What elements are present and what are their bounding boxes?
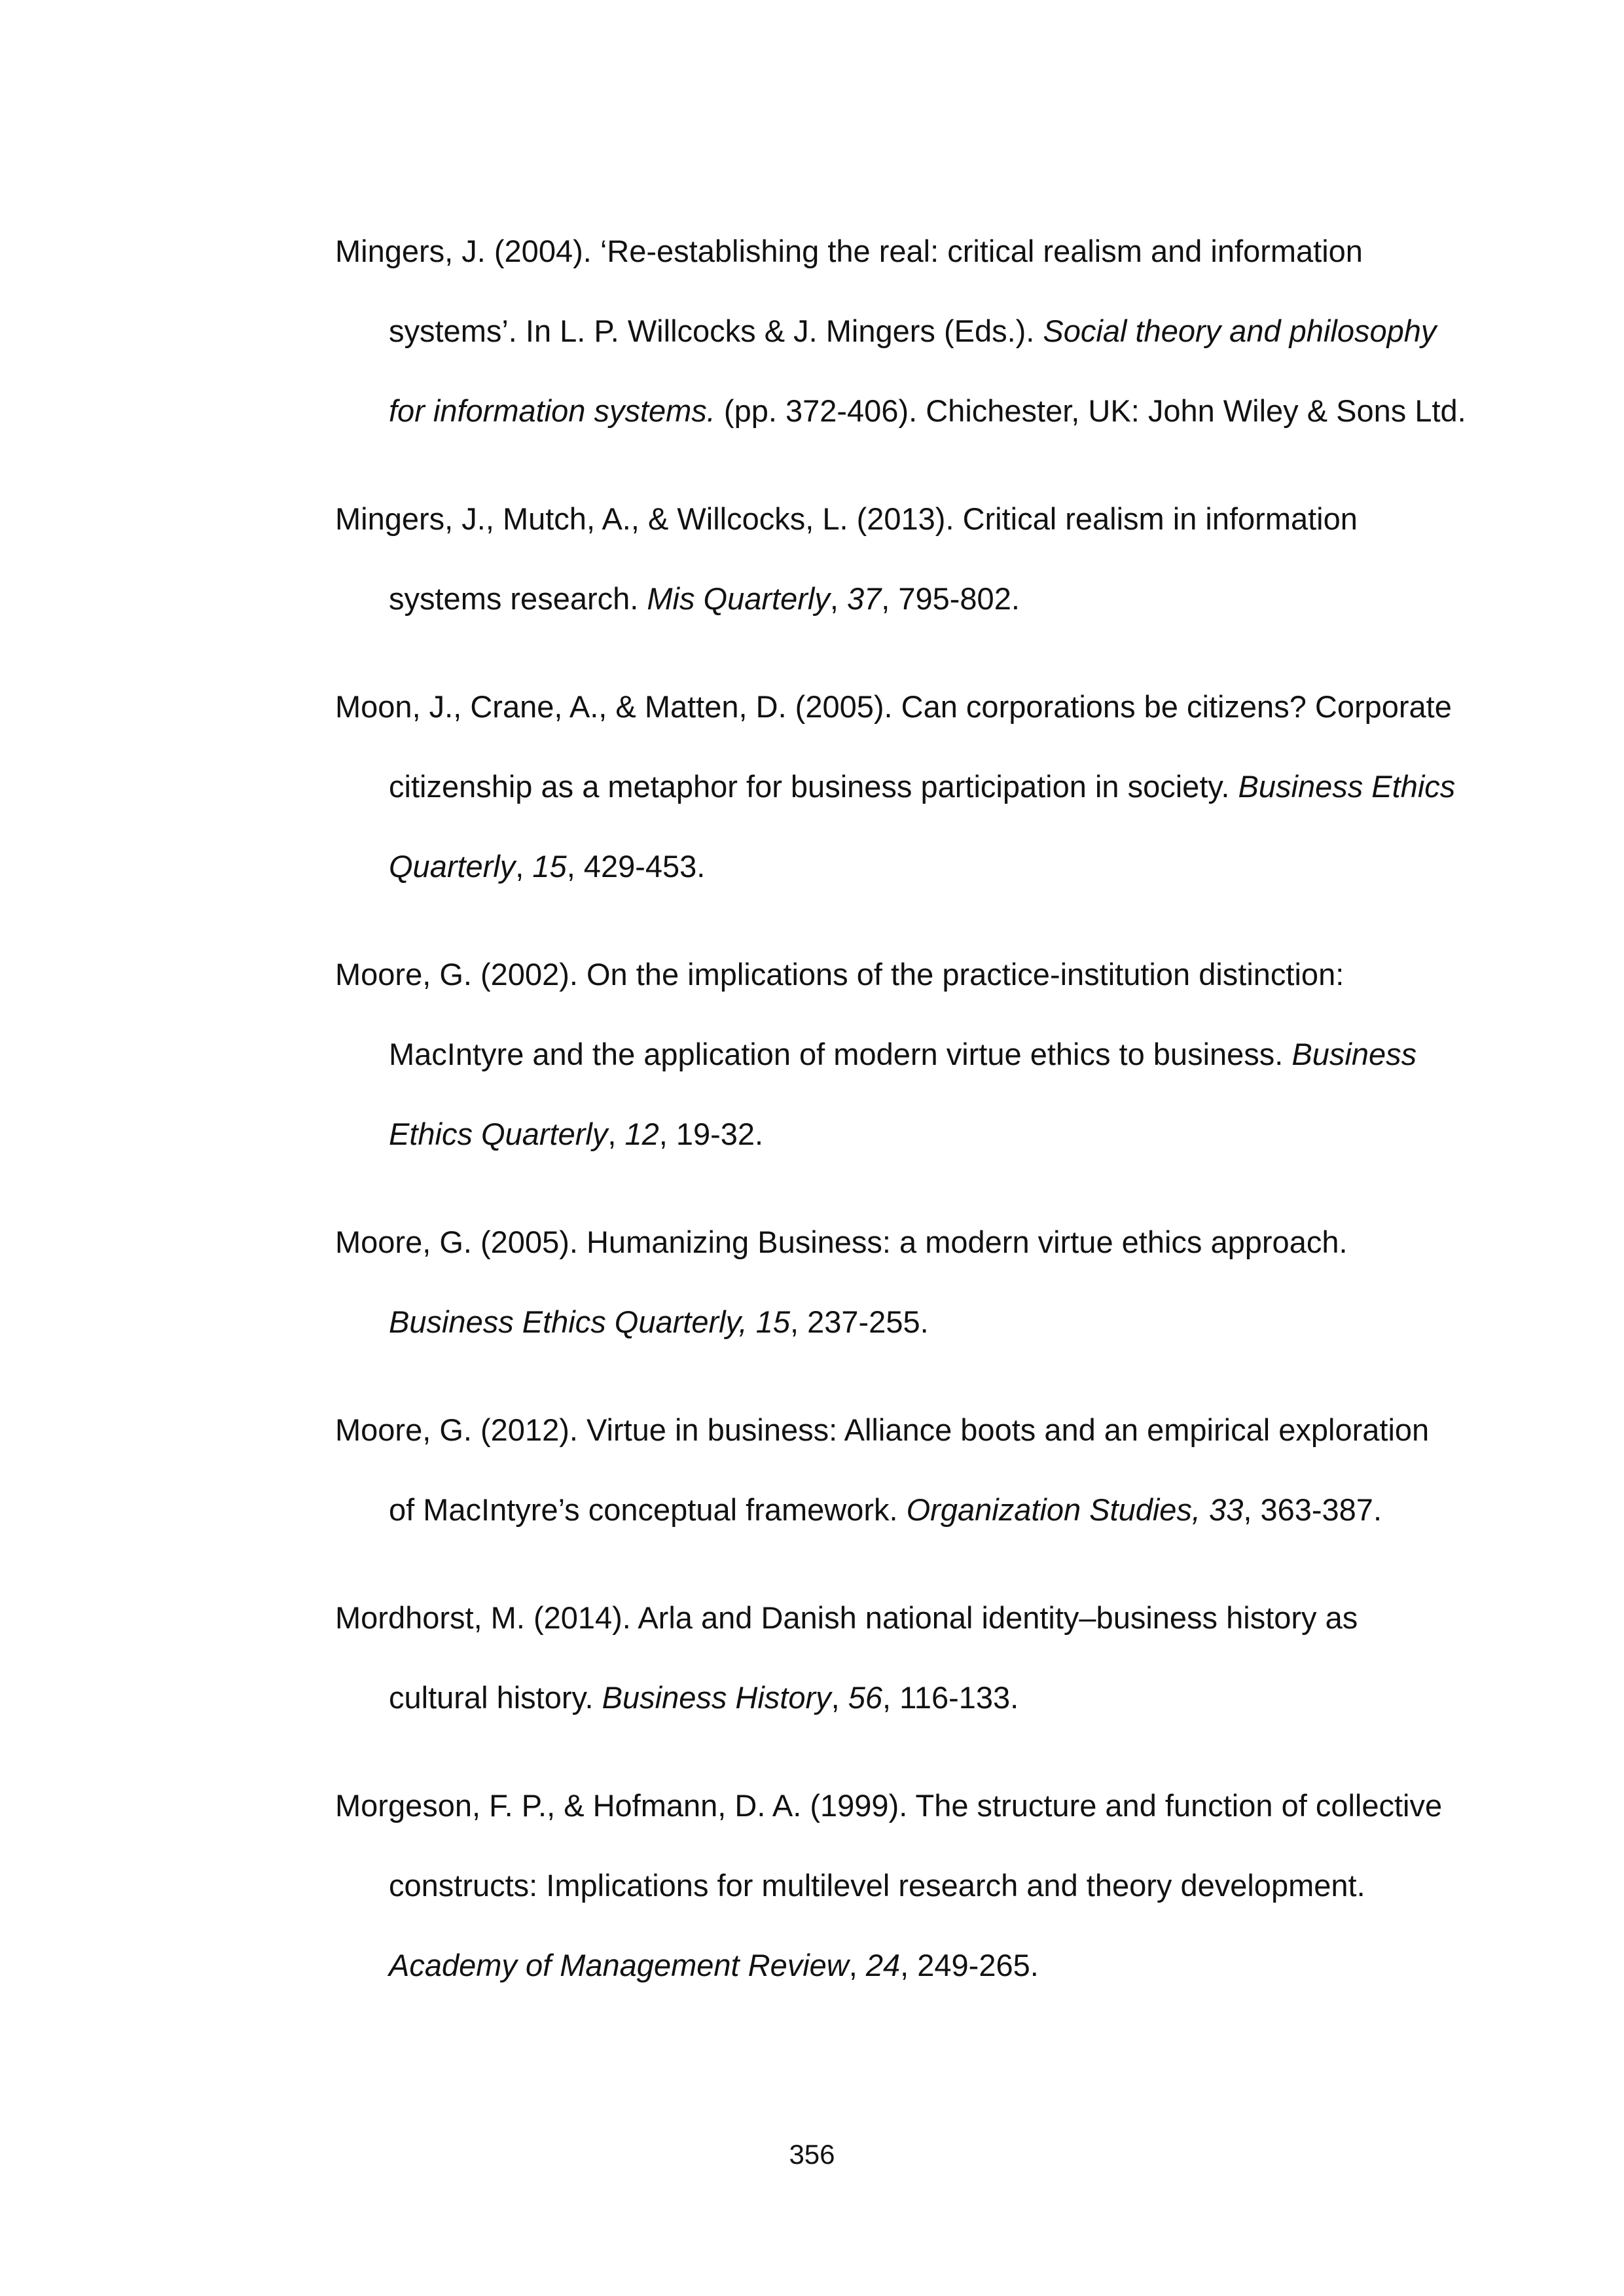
reference-text: Moore, G. (2005). Humanizing Business: a modern virtue ethics approach. xyxy=(335,1225,1348,1259)
reference-text: , xyxy=(607,1117,625,1151)
italic-text: Organization Studies, 33 xyxy=(906,1492,1244,1527)
reference-entry xyxy=(335,1766,1448,2005)
reference-text: Mingers, J. (2004). ‘Re-establishing the real: critical realism and information xyxy=(335,234,1363,268)
italic-text: 12 xyxy=(624,1117,659,1151)
reference-text: , 116-133. xyxy=(882,1680,1019,1715)
reference-text: Moore, G. (2012). Virtue in business: Alliance boots and an empirical exploration xyxy=(335,1412,1430,1447)
reference-first-line xyxy=(335,479,1448,559)
reference-text: , 19-32. xyxy=(659,1117,764,1151)
reference-first-line xyxy=(335,1202,1448,1282)
reference-continuation-line xyxy=(335,291,1448,371)
reference-text: , 429-453. xyxy=(566,849,706,884)
page-number: 356 xyxy=(789,2139,835,2170)
reference-continuation-line xyxy=(335,827,1448,906)
reference-text: Morgeson, F. P., & Hofmann, D. A. (1999). The structure and function of collective xyxy=(335,1788,1443,1823)
italic-text: Business Ethics Quarterly, 15 xyxy=(389,1304,790,1339)
reference-entry xyxy=(335,479,1448,639)
reference-text: Moore, G. (2002). On the implications of the practice-institution distinction: xyxy=(335,957,1344,992)
reference-continuation-line xyxy=(335,371,1466,451)
reference-text: (pp. 372-406). Chichester, UK: John Wiley & Sons Ltd. xyxy=(715,393,1466,428)
reference-entry xyxy=(335,1390,1448,1550)
reference-text: of MacIntyre’s conceptual framework. xyxy=(389,1492,907,1527)
reference-text: MacIntyre and the application of modern virtue ethics to business. xyxy=(389,1037,1292,1071)
reference-text: , 795-802. xyxy=(881,581,1020,616)
reference-continuation-line xyxy=(335,559,1448,639)
reference-first-line xyxy=(335,1390,1448,1470)
reference-continuation-line xyxy=(335,1926,1448,2005)
reference-text: Mordhorst, M. (2014). Arla and Danish national identity–business history as xyxy=(335,1600,1358,1635)
reference-first-line xyxy=(335,211,1448,291)
italic-text: 56 xyxy=(848,1680,883,1715)
reference-text: , xyxy=(515,849,533,884)
reference-first-line xyxy=(335,935,1448,1014)
reference-text: systems’. In L. P. Willcocks & J. Mingers (Eds.). xyxy=(389,314,1043,348)
reference-first-line xyxy=(335,1766,1448,1846)
italic-text: 15 xyxy=(532,849,567,884)
reference-text: , xyxy=(829,581,847,616)
reference-text: , xyxy=(848,1948,866,1982)
italic-text: Business History xyxy=(602,1680,831,1715)
reference-first-line xyxy=(335,667,1452,747)
reference-text: Moon, J., Crane, A., & Matten, D. (2005). Can corporations be citizens? Corporate xyxy=(335,689,1452,724)
reference-text: , 249-265. xyxy=(900,1948,1039,1982)
reference-text: cultural history. xyxy=(389,1680,602,1715)
italic-text: Business Ethics xyxy=(1238,769,1456,804)
reference-entry xyxy=(335,1202,1448,1362)
reference-first-line xyxy=(335,1578,1448,1658)
reference-text: Mingers, J., Mutch, A., & Willcocks, L. (2013). Critical realism in information xyxy=(335,501,1358,536)
reference-continuation-line xyxy=(335,1846,1448,1926)
reference-text: , xyxy=(831,1680,848,1715)
italic-text: 24 xyxy=(865,1948,901,1982)
italic-text: for information systems. xyxy=(389,393,715,428)
italic-text: Ethics Quarterly xyxy=(389,1117,608,1151)
reference-text: constructs: Implications for multilevel research and theory development. xyxy=(389,1868,1365,1903)
reference-entry xyxy=(335,935,1448,1174)
reference-continuation-line xyxy=(335,1094,1448,1174)
reference-entry xyxy=(335,211,1466,451)
reference-text: systems research. xyxy=(389,581,647,616)
italic-text: Mis Quarterly xyxy=(647,581,830,616)
reference-text: citizenship as a metaphor for business participation in society. xyxy=(389,769,1238,804)
reference-continuation-line xyxy=(335,1014,1448,1094)
italic-text: 37 xyxy=(846,581,882,616)
italic-text: Business xyxy=(1291,1037,1417,1071)
reference-entry xyxy=(335,667,1456,906)
italic-text: Quarterly xyxy=(389,849,516,884)
reference-text: , 237-255. xyxy=(790,1304,929,1339)
reference-continuation-line xyxy=(335,1658,1448,1738)
italic-text: Social theory and philosophy xyxy=(1043,314,1437,348)
reference-continuation-line xyxy=(335,747,1456,827)
reference-continuation-line xyxy=(335,1470,1448,1550)
italic-text: Academy of Management Review xyxy=(389,1948,849,1982)
reference-continuation-line xyxy=(335,1282,1448,1362)
reference-text: , 363-387. xyxy=(1243,1492,1382,1527)
reference-entry xyxy=(335,1578,1448,1738)
